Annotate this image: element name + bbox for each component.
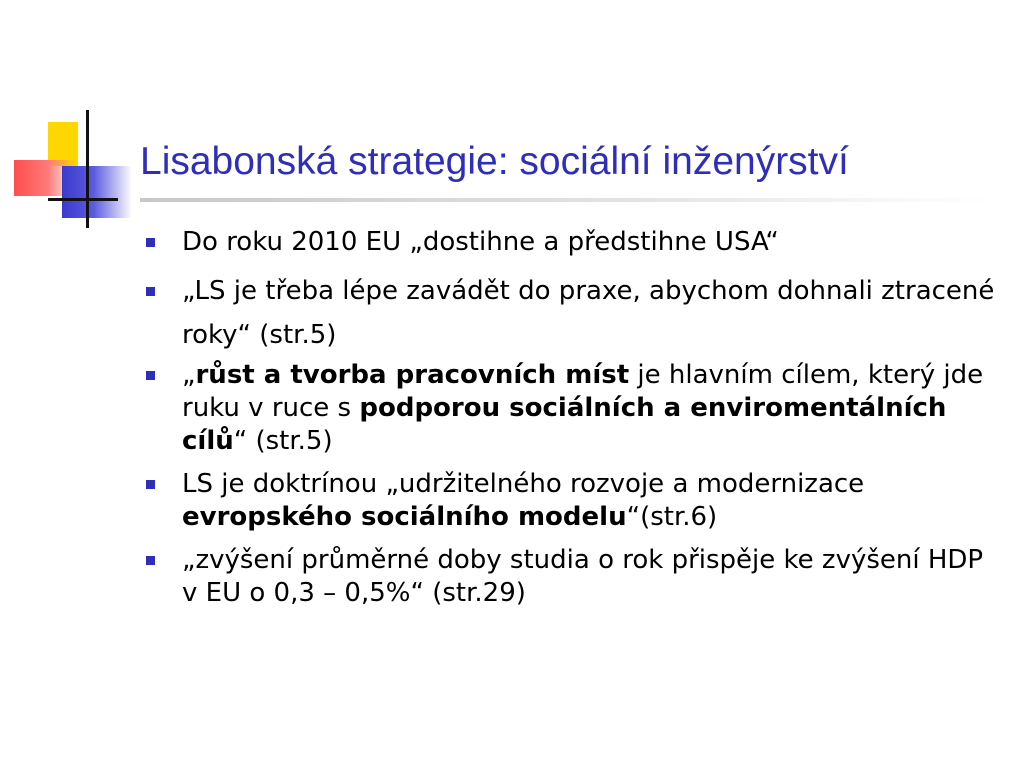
decorative-logo-icon (0, 0, 150, 240)
bullet-text: LS je doktrínou „udržitelného rozvoje a modernizace (182, 469, 865, 499)
bullet-square-icon (146, 480, 155, 489)
bullet-item-2 (140, 269, 1000, 357)
bullet-item-1 (140, 226, 1000, 259)
bullet-text: „zvýšení průměrné doby studia o rok přispěje ke zvýšení HDP v EU o 0,3 – 0,5%“ (str.29) (182, 545, 984, 608)
bullet-bold-text: růst a tvorba pracovních míst (195, 360, 630, 390)
horizontal-line-shape (48, 198, 118, 201)
bullet-square-icon (146, 556, 155, 565)
slide-title: Lisabonská strategie: sociální inženýrství (140, 140, 849, 183)
bullet-item-4 (140, 468, 1000, 534)
bullet-text: je hlavním cílem, který jde ruku v ruce s (182, 360, 984, 423)
bullet-item-3 (140, 359, 1000, 458)
bullet-square-icon (146, 287, 155, 296)
bullet-square-icon (146, 371, 155, 380)
bullet-text: “(str.6) (626, 502, 718, 532)
bullet-text: „ (182, 360, 196, 390)
bullet-text: „LS je třeba lépe zavádět do praxe, abychom dohnali ztracené roky“ (str.5) (182, 276, 995, 350)
title-underline (140, 198, 990, 202)
bullet-text: Do roku 2010 EU „dostihne a předstihne USA“ (182, 227, 779, 257)
vertical-line-shape (86, 110, 89, 228)
bullet-bold-text: podporou sociálních a enviromentálních cílů (182, 393, 947, 456)
blue-square-shape (62, 166, 132, 218)
bullet-square-icon (146, 238, 155, 247)
bullet-list (140, 226, 1000, 620)
bullet-item-5 (140, 544, 1000, 610)
bullet-text: “ (str.5) (233, 426, 333, 456)
bullet-bold-text: evropského sociálního modelu (182, 502, 627, 532)
